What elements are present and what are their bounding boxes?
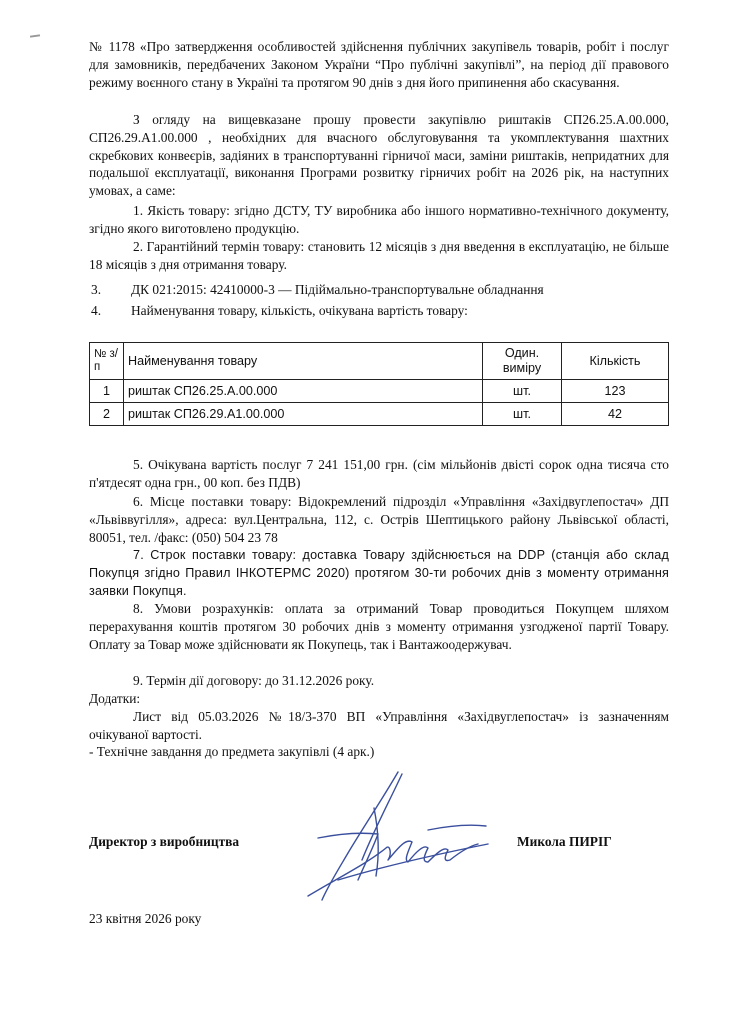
row-qty: 123	[562, 380, 669, 403]
handwritten-signature	[278, 768, 508, 908]
row-unit: шт.	[483, 380, 562, 403]
item-contract-term: 9. Термін дії договору: до 31.12.2026 року.	[133, 673, 375, 688]
item-warranty: 2. Гарантійний термін товару: становить 12 місяців з дня введення в експлуатацію, не більше 18 місяців з дня отримання товару.	[89, 239, 669, 272]
header-num: № з/п	[90, 343, 124, 380]
item-payment-terms: 8. Умови розрахунків: оплата за отриманий Товар проводиться Покупцем шляхом перерахування коштів протягом 30 робочих днів з моменту отримання узгодженої партії Товару. Оплату за Товар може здійснювати як Покупець, так і Вантажоодержувач.	[89, 601, 669, 652]
table-row	[90, 403, 669, 426]
attachment-tech-spec: - Технічне завдання до предмета закупівлі (4 арк.)	[89, 744, 375, 759]
request-paragraph: З огляду на вищевказане прошу провести закупівлю риштаків СП26.25.А.00.000, СП26.29.А1.00.000 , необхідних для вчасного обслуговування та укомплектування шахтних скребкових конвеєрів, задіяних в транспортуванні гірничої маси, заміни риштаків, непридатних для подальшої експлуатації, виконання Програми розвитку гірничих робіт на 2026 рік, на наступних умовах, а саме:	[89, 112, 669, 199]
intro-continued-paragraph: № 1178 «Про затвердження особливостей здійснення публічних закупівель товарів, робіт і послуг для замовників, передбачених Законом України “Про публічні закупівлі”, на період дії правового режиму воєнного стану в Україні та протягом 90 днів з дня його припинення або скасування.	[89, 39, 669, 90]
row-num: 1	[90, 380, 124, 403]
row-num: 2	[90, 403, 124, 426]
table-row	[90, 380, 669, 403]
item-expected-cost: 5. Очікувана вартість послуг 7 241 151,00 грн. (сім мільйонів двісті сорок одна тисяча сто п'ятдесят одна грн., 00 коп. без ПДВ)	[89, 457, 669, 490]
document-date: 23 квітня 2026 року	[89, 911, 202, 926]
goods-table	[89, 342, 669, 426]
attachments-label: Додатки:	[89, 691, 141, 706]
header-name: Найменування товару	[124, 343, 483, 380]
scan-speck	[30, 34, 40, 37]
row-name: риштак СП26.29.А1.00.000	[124, 403, 483, 426]
item-delivery-term: 7. Строк поставки товару: доставка Товару здійснюється на DDP (станція або склад Покупця згідно Правил ІНКОТЕРМС 2020) протягом 30-ти робочих днів з моменту отримання заявки Покупця.	[89, 548, 669, 598]
item-3-number: 3.	[91, 282, 102, 297]
header-qty: Кількість	[562, 343, 669, 380]
signer-title: Директор з виробництва	[89, 834, 240, 849]
header-unit: Один. виміру	[483, 343, 562, 380]
item-cpv-code: ДК 021:2015: 42410000-3 — Підіймально-транспортувальне обладнання	[131, 282, 544, 297]
item-quality: 1. Якість товару: згідно ДСТУ, ТУ виробника або іншого нормативно-технічного документу, згідно якого виготовлено продукцію.	[89, 203, 669, 236]
table-header-row	[90, 343, 669, 380]
row-qty: 42	[562, 403, 669, 426]
signer-name: Микола ПИРІГ	[517, 834, 612, 849]
row-name: риштак СП26.25.А.00.000	[124, 380, 483, 403]
item-4-number: 4.	[91, 303, 102, 318]
attachment-letter: Лист від 05.03.2026 №18/3-370 ВП «Управління «Західвуглепостач» із зазначенням очікуваної вартості.	[89, 709, 669, 742]
item-delivery-place: 6. Місце поставки товару: Відокремлений підрозділ «Управління «Західвуглепостач» ДП «Львіввугілля», адреса: вул.Центральна, 112, с. Острів Шептицького району Львівської області, 80051, тел. /факс: (050) 504 23 78	[89, 494, 669, 545]
item-goods-heading: Найменування товару, кількість, очікувана вартість товару:	[131, 303, 468, 318]
row-unit: шт.	[483, 403, 562, 426]
